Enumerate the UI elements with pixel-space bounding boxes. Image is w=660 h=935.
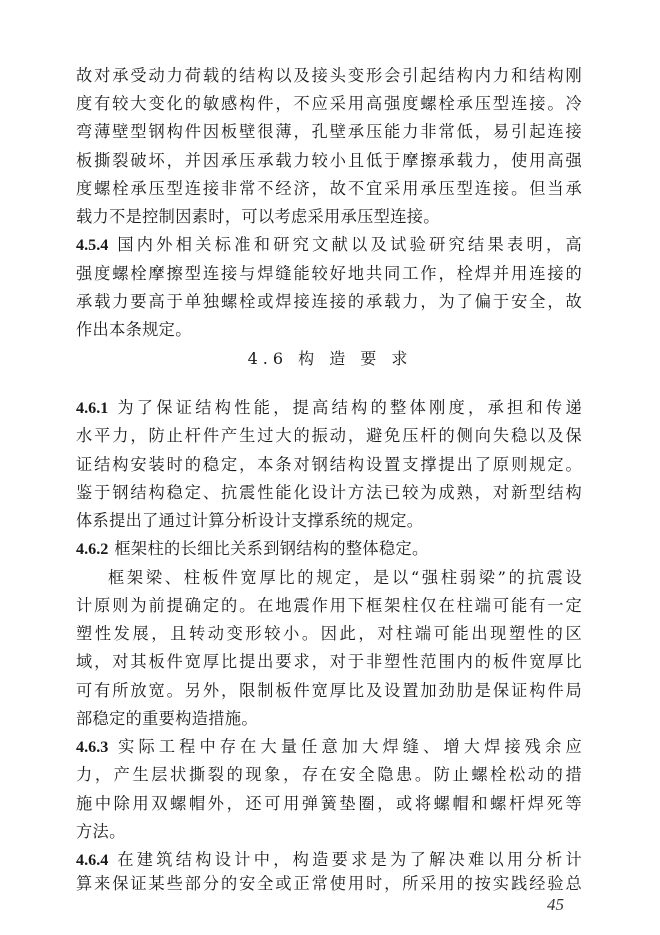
clause-4-6-4: 4.6.4 在建筑结构设计中，构造要求是为了解决难以用分析计 [76,850,582,869]
text-line: 作出本条规定。 [76,320,192,339]
text-line: 度有较大变化的敏感构件，不应采用高强度螺栓承压型连接。冷 [76,94,582,113]
clause-4-6-1: 4.6.1 为了保证结构性能，提高结构的整体刚度，承担和传递 [76,398,582,417]
text-line: 体系提出了通过计算分析设计支撑系统的规定。 [76,511,424,530]
clause-4-6-2: 4.6.2 框架柱的长细比关系到钢结构的整体稳定。 [76,539,429,558]
text-line: 鉴于钢结构稳定、抗震性能化设计方法已较为成熟，对新型结构 [76,483,582,502]
text-line: 强度螺栓摩擦型连接与焊缝能较好地共同工作，栓焊并用连接的 [76,264,582,283]
text-line: 弯薄壁型钢构件因板壁很薄，孔壁承压能力非常低，易引起连接 [76,122,582,141]
clause-number: 4.6.1 [76,399,109,417]
text-line: 承载力要高于单独螺栓或焊接连接的承载力，为了偏于安全，故 [76,292,582,311]
clause-number: 4.5.4 [76,236,109,254]
text-line: 框架梁、柱板件宽厚比的规定，是以“强柱弱梁”的抗震设 [108,568,582,587]
text-line: 证结构安装时的稳定，本条对钢结构设置支撑提出了原则规定。 [76,455,582,474]
clause-number: 4.6.2 [76,540,109,558]
text-line: 度螺栓承压型连接非常不经济，故不宜采用承压型连接。但当承 [76,179,582,198]
clause-number: 4.6.3 [76,738,109,756]
text-line: 算来保证某些部分的安全或正常使用时，所采用的按实践经验总 [76,874,582,893]
clause-4-5-4: 4.5.4 国内外相关标准和研究文献以及试验研究结果表明，高 [76,235,582,254]
text-line: 塑性发展，且转动变形较小。因此，对柱端可能出现塑性的区 [76,624,582,643]
text-line: 域，对其板件宽厚比提出要求，对于非塑性范围内的板件宽厚比 [76,652,582,671]
text-line: 计原则为前提确定的。在地震作用下框架柱仅在柱端可能有一定 [76,596,582,615]
text-line: 板撕裂破坏，并因承压承载力较小且低于摩擦承载力，使用高强 [76,151,582,170]
clause-number: 4.6.4 [76,851,109,869]
text-line: 载力不是控制因素时，可以考虑采用承压型连接。 [76,207,440,226]
text-line: 施中除用双螺帽外，还可用弹簧垫圈，或将螺帽和螺杆焊死等 [76,794,582,813]
text-line: 故对承受动力荷载的结构以及接头变形会引起结构内力和结构刚 [76,66,582,85]
text-line: 可有所放宽。另外，限制板件宽厚比及设置加劲肋是保证构件局 [76,681,582,700]
text-line: 水平力，防止杆件产生过大的振动，避免压杆的侧向失稳以及保 [76,426,582,445]
text-line: 部稳定的重要构造措施。 [76,709,258,728]
section-heading: 4.6 构 造 要 求 [247,349,413,368]
text-line: 力，产生层状撕裂的现象，存在安全隐患。防止螺栓松动的措 [76,765,582,784]
page-number: 45 [547,895,564,914]
text-line: 方法。 [76,822,126,841]
clause-4-6-3: 4.6.3 实际工程中存在大量任意加大焊缝、增大焊接残余应 [76,737,582,756]
